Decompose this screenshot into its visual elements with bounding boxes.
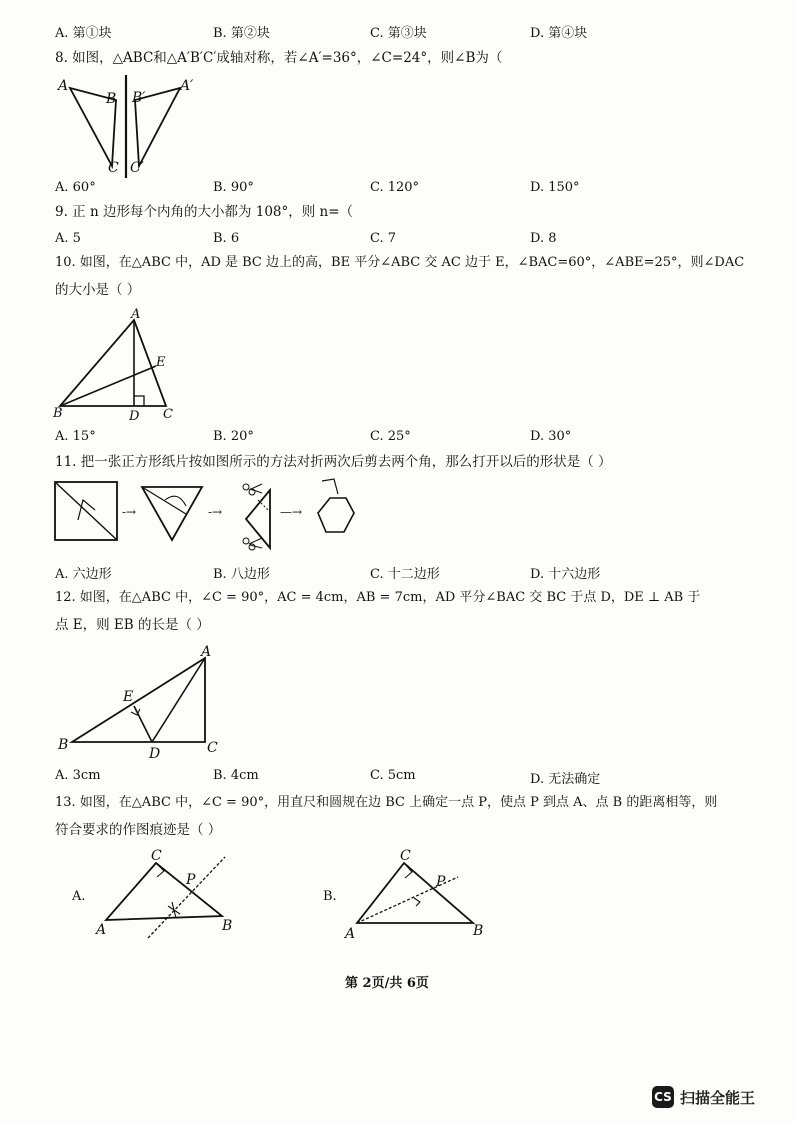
q13b-label-b: B xyxy=(473,923,484,939)
q11-option-d: D. 十六边形 xyxy=(530,567,601,582)
q12-label-d: D xyxy=(149,746,161,762)
q12-option-a: A. 3cm xyxy=(55,768,101,783)
q13b-label-p: P xyxy=(436,874,446,890)
page-number: 第 2页/共 6页 xyxy=(345,976,429,991)
svg-text:—→: —→ xyxy=(280,505,303,519)
q10-label-a: A xyxy=(131,307,141,322)
scanner-watermark xyxy=(652,1086,755,1108)
q9-option-c: C. 7 xyxy=(370,231,397,246)
q10-option-b: B. 20° xyxy=(213,429,254,444)
q12-stem-line1: 12. 如图，在△ABC 中，∠C = 90°，AC = 4cm，AB = 7cm，AD 平分∠BAC 交 BC 于点 D，DE ⊥ AB 于 xyxy=(55,590,701,605)
q8-label-b-prime: B′ xyxy=(132,90,146,106)
q13a-label-p: P xyxy=(186,872,196,888)
q10-option-c: C. 25° xyxy=(370,429,411,444)
q7-option-d: D. 第④块 xyxy=(530,26,588,41)
q13a-label-a: A xyxy=(96,922,107,938)
q13-figure-b-label: B. xyxy=(323,889,337,904)
q8-label-a: A xyxy=(58,78,69,94)
q13-stem-line2: 符合要求的作图痕迹是（ ） xyxy=(55,822,222,838)
q8-option-d: D. 150° xyxy=(530,180,580,195)
q10-stem-line1: 10. 如图，在△ABC 中，AD 是 BC 边上的高，BE 平分∠ABC 交 AC 边于 E，∠BAC=60°，∠ABE=25°，则∠DAC xyxy=(55,255,745,270)
q8-option-c: C. 120° xyxy=(370,180,420,195)
q10-label-e: E xyxy=(156,355,166,370)
q9-option-b: B. 6 xyxy=(213,231,240,246)
q13a-label-c: C xyxy=(151,848,162,864)
q13b-label-a: A xyxy=(345,926,356,942)
q12-option-c: C. 5cm xyxy=(370,768,416,783)
q12-label-b: B xyxy=(58,737,69,753)
scanner-app-name: 扫描全能王 xyxy=(680,1088,756,1107)
svg-text:-→: -→ xyxy=(122,505,137,519)
q12-option-d: D. 无法确定 xyxy=(530,772,601,787)
q13-stem-line1: 13. 如图，在△ABC 中，∠C = 90°，用直尺和圆规在边 BC 上确定一点 P，使点 P 到点 A、点 B 的距离相等，则 xyxy=(55,795,718,810)
q7-option-c: C. 第③块 xyxy=(370,26,427,41)
q11-stem: 11. 把一张正方形纸片按如图所示的方法对折两次后剪去两个角，那么打开以后的形状是（ ） xyxy=(55,454,612,470)
q8-label-b: B xyxy=(106,91,117,107)
q8-label-c-prime: C′ xyxy=(130,160,144,176)
q8-stem: 8. 如图，△ABC和△A′B′C′成轴对称，若∠A′=36°，∠C=24°，则∠B为（ xyxy=(55,50,503,66)
q7-option-a: A. 第①块 xyxy=(55,26,112,41)
q8-option-b: B. 90° xyxy=(213,180,254,195)
q10-label-b: B xyxy=(53,406,63,421)
q8-option-a: A. 60° xyxy=(55,180,96,195)
q12-stem-line2: 点 E，则 EB 的长是（ ） xyxy=(55,617,210,633)
q9-option-a: A. 5 xyxy=(55,231,81,246)
q10-option-a: A. 15° xyxy=(55,429,96,444)
q11-option-b: B. 八边形 xyxy=(213,567,270,582)
q13a-label-b: B xyxy=(222,918,233,934)
q8-label-a-prime: A′ xyxy=(180,78,194,94)
q11-option-c: C. 十二边形 xyxy=(370,567,440,582)
q12-label-a: A xyxy=(201,644,212,660)
q10-label-d: D xyxy=(129,409,140,424)
q10-stem-line2: 的大小是（ ） xyxy=(55,282,141,298)
q11-option-a: A. 六边形 xyxy=(55,567,112,582)
svg-text:-→: -→ xyxy=(208,505,223,519)
q12-option-b: B. 4cm xyxy=(213,768,259,783)
q13-figure-a-label: A. xyxy=(72,889,86,904)
q9-option-d: D. 8 xyxy=(530,231,557,246)
q9-stem: 9. 正 n 边形每个内角的大小都为 108°，则 n=（ xyxy=(55,204,354,220)
q13b-label-c: C xyxy=(400,848,411,864)
q7-option-b: B. 第②块 xyxy=(213,26,270,41)
q8-label-c: C xyxy=(108,160,119,176)
q10-option-d: D. 30° xyxy=(530,429,572,444)
cs-logo-icon: CS xyxy=(652,1086,674,1108)
q12-label-c: C xyxy=(207,740,218,756)
q12-label-e: E xyxy=(123,689,134,705)
q10-label-c: C xyxy=(163,407,173,422)
